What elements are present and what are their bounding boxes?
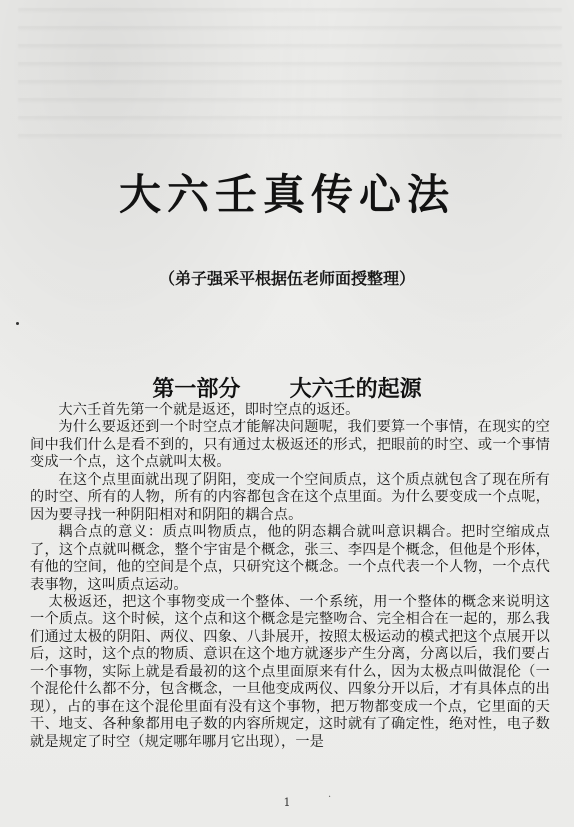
section-heading <box>0 372 574 403</box>
footer-mark: · <box>328 792 332 803</box>
paragraph: 耦合点的意义：质点叫物质点，他的阴态耦合就叫意识耦合。把时空缩成点了，这个点就叫概念，整个宇宙是个概念，张三、李四是个概念，但他是个形体，有他的空间，他的空间是个点，只研究这个概念。一个点代表一个人物，一个点代表事物，这叫质点运动。 <box>30 524 550 593</box>
paragraph: 为什么要返还到一个时空点才能解决问题呢，我们要算一个事情，在现实的空间中我们什么是看不到的，只有通过太极返还的形式，把眼前的时空、或一个事情变成一个点，这个点就叫太极。 <box>30 419 550 471</box>
paragraph: 大六壬首先第一个就是返还，即时空点的返还。 <box>58 402 360 418</box>
section-part: 第一部分 <box>152 377 241 402</box>
paragraph: 在这个点里面就出现了阴阳，变成一个空间质点，这个质点就包含了现在所有的时空、所有的人物，所有的内容都包含在这个点里面。为什么要变成一个点呢，因为要寻找一种阴阳相对和阴阳的耦合点。 <box>30 471 550 523</box>
scan-dot <box>16 322 19 325</box>
document-subtitle: （弟子强采平根据伍老师面授整理） <box>158 269 415 288</box>
document-title: 大六壬真传心法 <box>118 170 455 219</box>
body-text <box>30 402 550 751</box>
show-through-text <box>18 8 562 148</box>
page-number: 1 <box>283 796 291 809</box>
section-name: 大六壬的起源 <box>289 377 422 402</box>
paragraph: 太极返还，把这个事物变成一个整体、一个系统，用一个整体的概念来说明这一个质点。这个时候，这个点和这个概念是完整吻合、完全相合在一起的，那么我们通过太极的阴阳、两仪、四象、八卦展开，按照太极运动的模式把这个点展开以后，这时，这个点的物质、意识在这个地方就逐步产生分离，分离以后，我们要占一个事物，实际上就是看最初的这个点里面原来有什么，因为太极点叫做混伦（一个混伦什么都不分，包含概念，一旦他变成两仪、四象分开以后，才有具体点的出现），占的事在这个混伦里面有没有这个事物，把万物都变成一个点，它里面的天干、地支、各种象都用电子数的内容所规定，这时就有了确定性，绝对性，电子数就是规定了时空（规定哪年哪月它出现），一是 <box>30 593 550 750</box>
